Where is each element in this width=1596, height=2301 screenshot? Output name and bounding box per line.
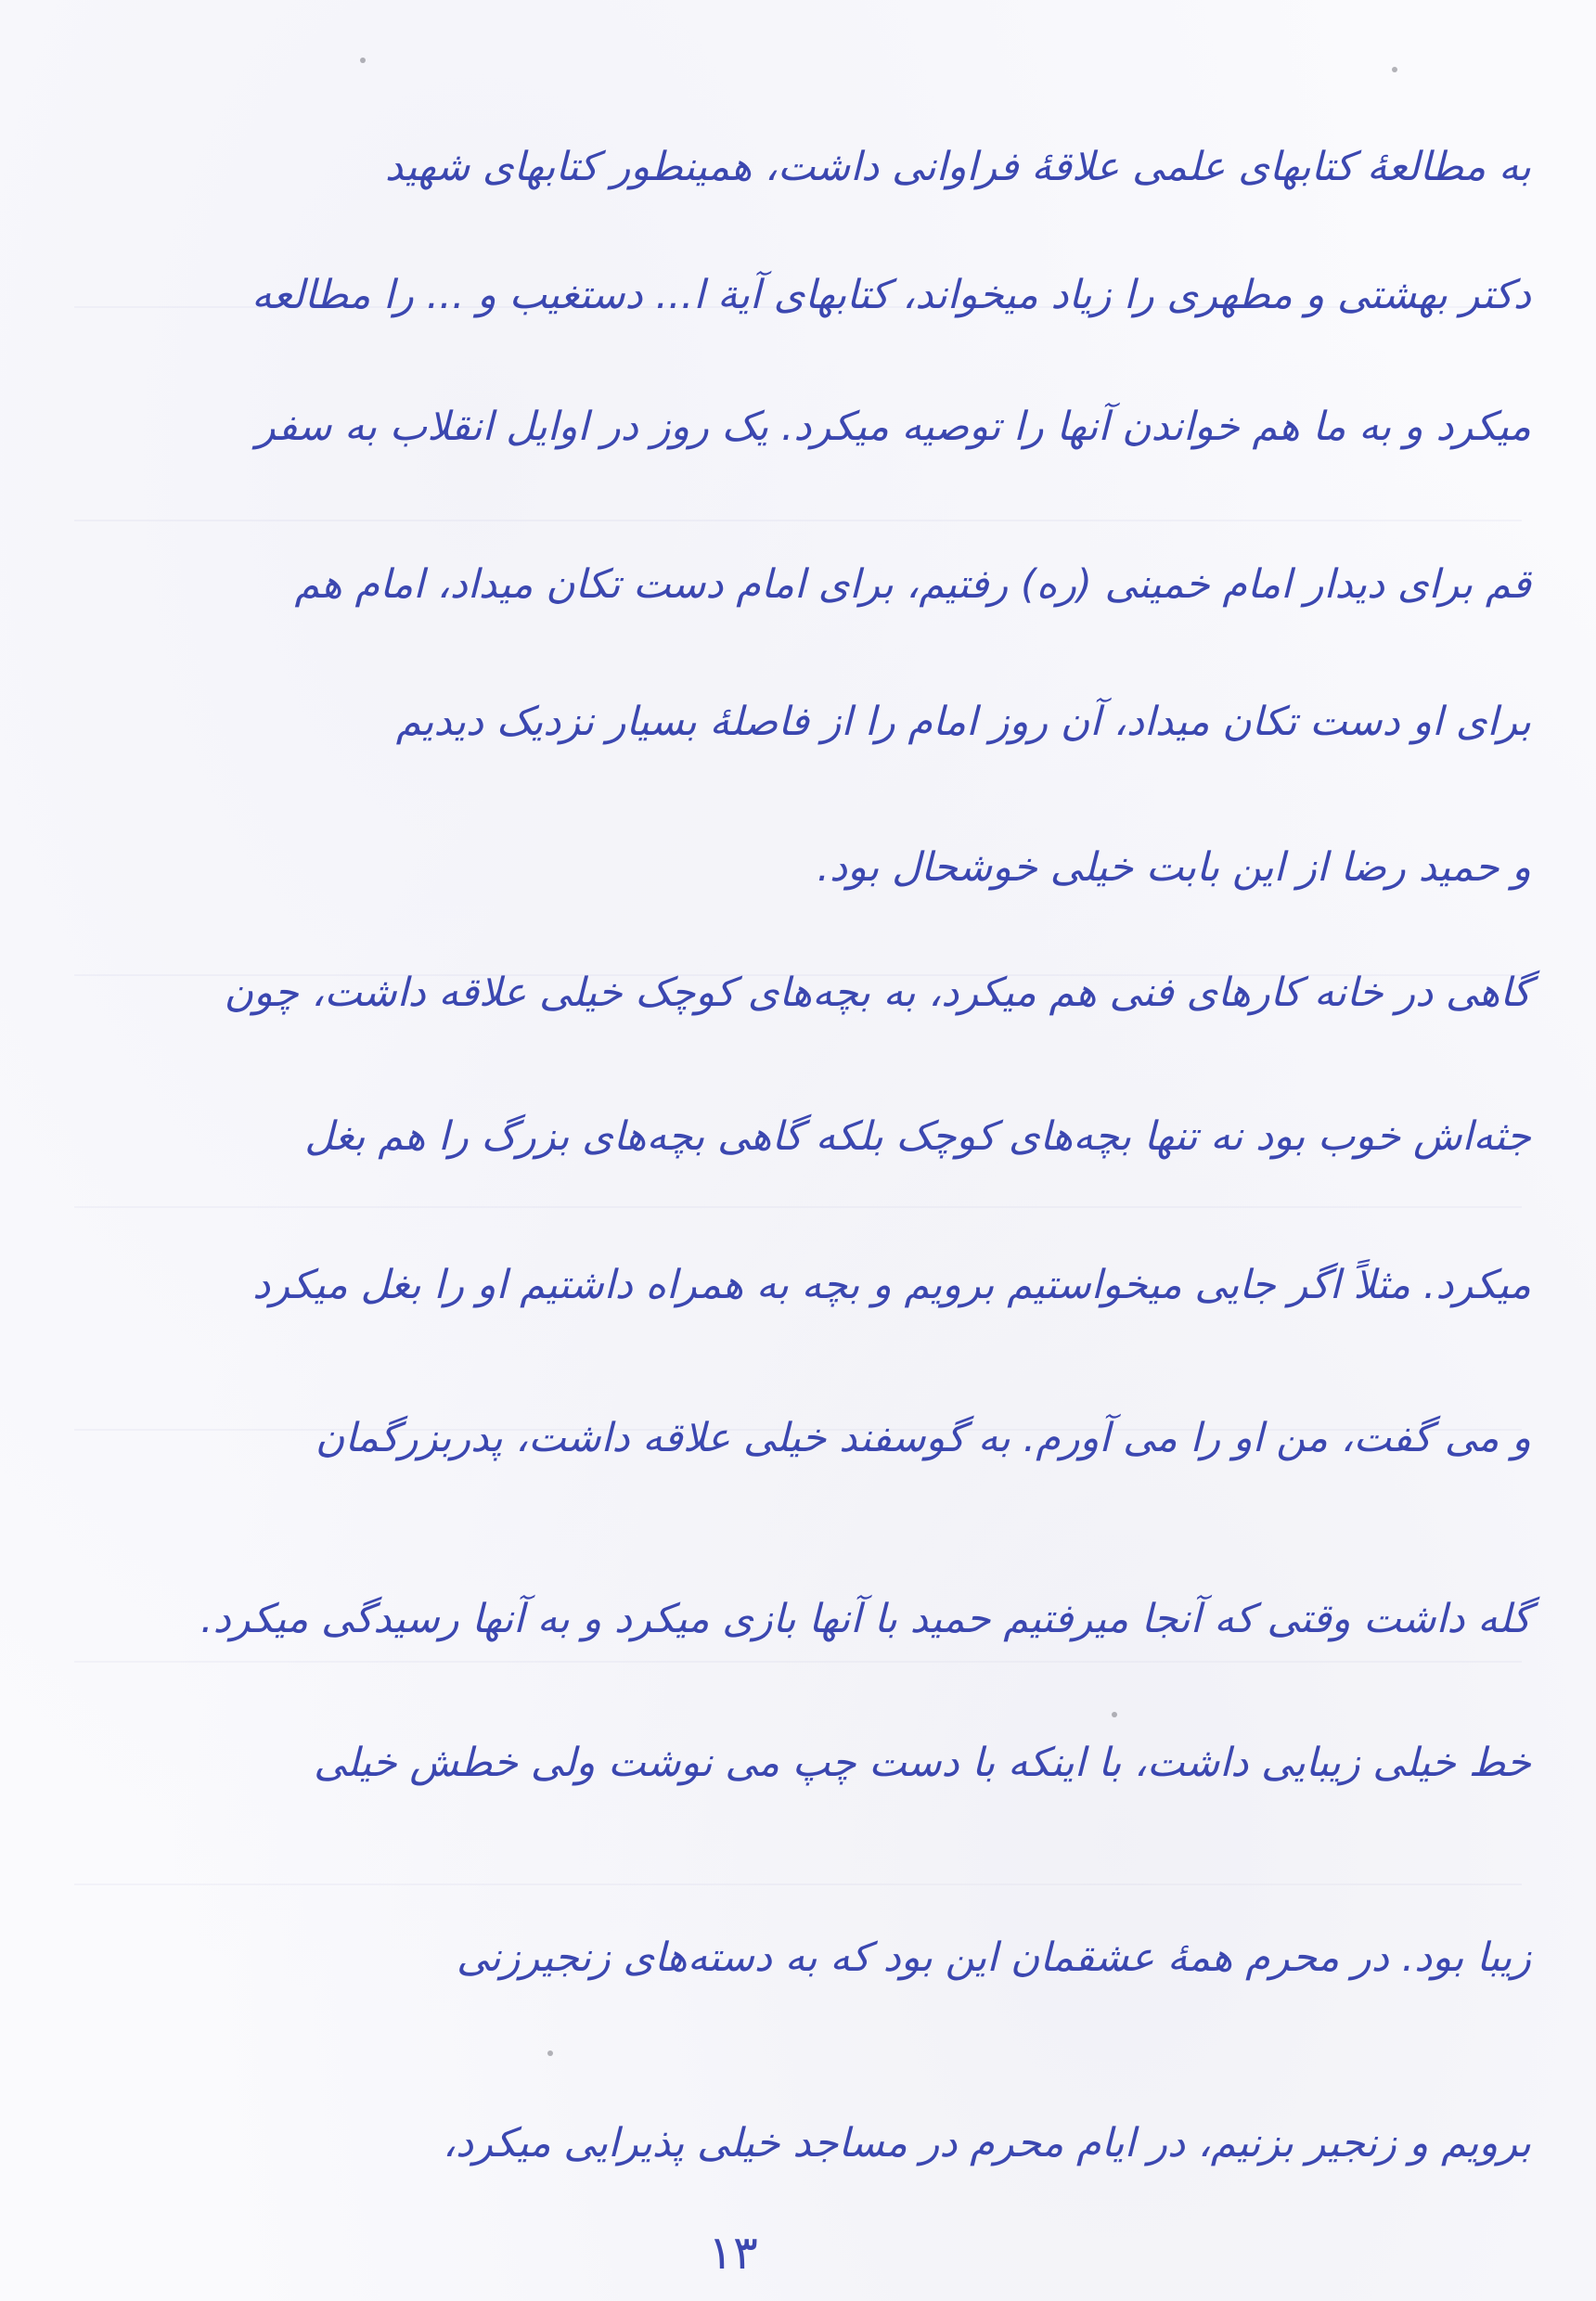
handwritten-line: و حمید رضا از این بابت خیلی خوشحال بود. xyxy=(817,844,1531,891)
paper-speck xyxy=(1392,67,1397,72)
handwritten-line: دکتر بهشتی و مطهری را زیاد میخواند، کتابهای آیة ا... دستغیب و ... را مطالعه xyxy=(251,272,1531,318)
show-through-line xyxy=(74,1883,1522,1885)
paper-speck xyxy=(547,2050,553,2056)
handwritten-line: برویم و زنجیر بزنیم، در ایام محرم در مساجد خیلی پذیرایی میکرد، xyxy=(443,2120,1531,2166)
handwritten-line: میکرد. مثلاً اگر جایی میخواستیم برویم و بچه به همراه داشتیم او را بغل میکرد xyxy=(252,1262,1531,1308)
show-through-line xyxy=(74,1661,1522,1663)
handwritten-line: گله داشت وقتی که آنجا میرفتیم حمید با آنها بازی میکرد و به آنها رسیدگی میکرد. xyxy=(200,1596,1531,1642)
handwritten-line: زیبا بود. در محرم همهٔ عشقمان این بود که به دسته‌های زنجیرزنی xyxy=(456,1935,1531,1981)
paper-speck xyxy=(1112,1712,1117,1717)
show-through-line xyxy=(74,520,1522,521)
handwritten-line: برای او دست تکان میداد، آن روز امام را از فاصلهٔ بسیار نزدیک دیدیم xyxy=(395,699,1531,745)
handwritten-line: خط خیلی زیبایی داشت، با اینکه با دست چپ می نوشت ولی خطش خیلی xyxy=(314,1740,1531,1786)
handwritten-line: به مطالعهٔ کتابهای علمی علاقهٔ فراوانی داشت، همینطور کتابهای شهید xyxy=(384,144,1531,190)
handwritten-line: قم برای دیدار امام خمینی (ره) رفتیم، برای امام دست تکان میداد، امام هم xyxy=(294,561,1531,608)
handwritten-line: و می گفت، من او را می آورم. به گوسفند خیلی علاقه داشت، پدربزرگمان xyxy=(315,1415,1531,1461)
handwritten-line: جثه‌اش خوب بود نه تنها بچه‌های کوچک بلکه گاهی بچه‌های بزرگ را هم بغل xyxy=(304,1113,1531,1160)
page-number: ۱۳ xyxy=(708,2226,758,2280)
show-through-line xyxy=(74,1206,1522,1208)
paper-speck xyxy=(360,58,366,63)
handwritten-line: میکرد و به ما هم خواندن آنها را توصیه میکرد. یک روز در اوایل انقلاب به سفر xyxy=(255,404,1531,450)
handwritten-line: گاهی در خانه کارهای فنی هم میکرد، به بچه‌های کوچک خیلی علاقه داشت، چون xyxy=(224,970,1531,1016)
